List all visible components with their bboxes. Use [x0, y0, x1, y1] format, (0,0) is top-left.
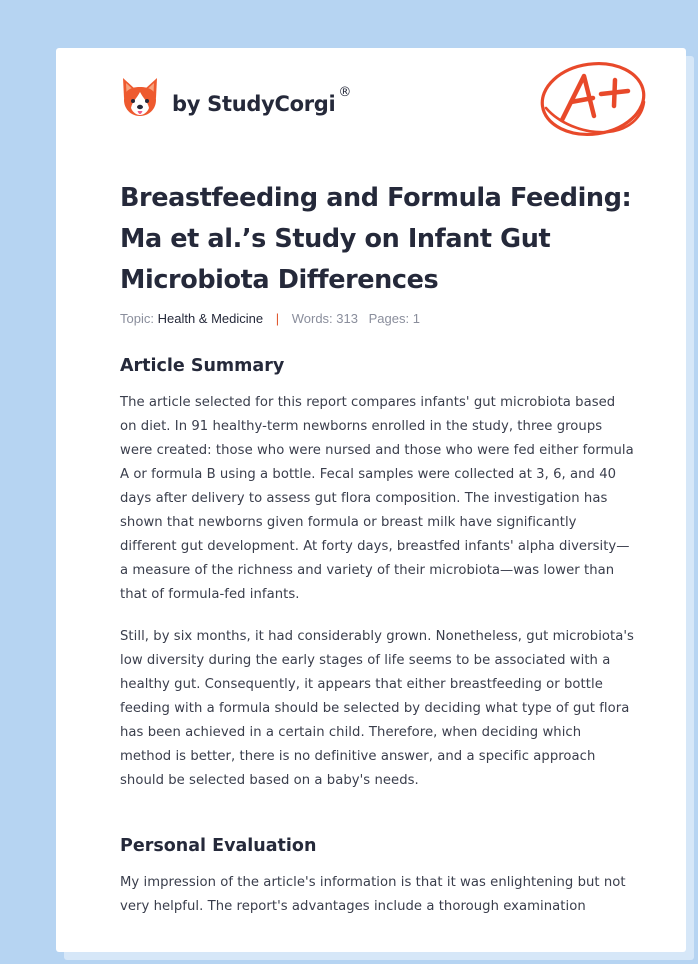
brand-name: by StudyCorgi — [172, 92, 336, 116]
registered-mark: ® — [338, 84, 352, 100]
a-plus-grade-icon — [538, 58, 650, 140]
section-heading-article-summary: Article Summary — [120, 356, 285, 376]
article-meta — [120, 311, 420, 326]
words-count: 313 — [336, 311, 358, 326]
paragraph: The article selected for this report compares infants' gut microbiota based on diet. In 91 healthy-term newborns enrolled in the study, three groups were created: those who were nursed and those who were fed either formula A or formula B using a bottle. Fecal samples were collected at 3, 6, and 40 days after delivery to assess gut flora composition. The investigation has shown that newborns given formula or breast milk have significantly different gut development. At forty days, breastfed infants' alpha diversity—a measure of the richness and variety of their microbiota—was lower than that of formula-fed infants. — [120, 395, 634, 602]
studycorgi-logo[interactable] — [120, 75, 351, 121]
pages-label: Pages: — [368, 311, 410, 326]
topic-label: Topic: — [120, 311, 154, 326]
meta-separator: | — [275, 311, 280, 326]
paragraph: Still, by six months, it had considerably grown. Nonetheless, gut microbiota's low diversity during the early stages of life seems to be associated with a healthy gut. Consequently, it appears that either breastfeeding or bottle feeding with a formula should be selected by deciding what type of gut flora has been achieved in a certain child. Therefore, when deciding which method is better, there is no definitive answer, and a specific approach should be selected based on a baby's needs. — [120, 629, 634, 788]
section-heading-personal-evaluation: Personal Evaluation — [120, 836, 317, 856]
paragraph: My impression of the article's information is that it was enlightening but not very helpful. The report's advantages include a thorough examination — [120, 875, 626, 914]
corgi-icon — [120, 76, 160, 120]
words-label: Words: — [291, 311, 333, 326]
page-title: Breastfeeding and Formula Feeding: Ma et al.’s Study on Infant Gut Microbiota Differences — [120, 183, 632, 295]
topic-link[interactable]: Health & Medicine — [157, 311, 264, 326]
document-page — [56, 48, 686, 952]
pages-count: 1 — [412, 311, 420, 326]
